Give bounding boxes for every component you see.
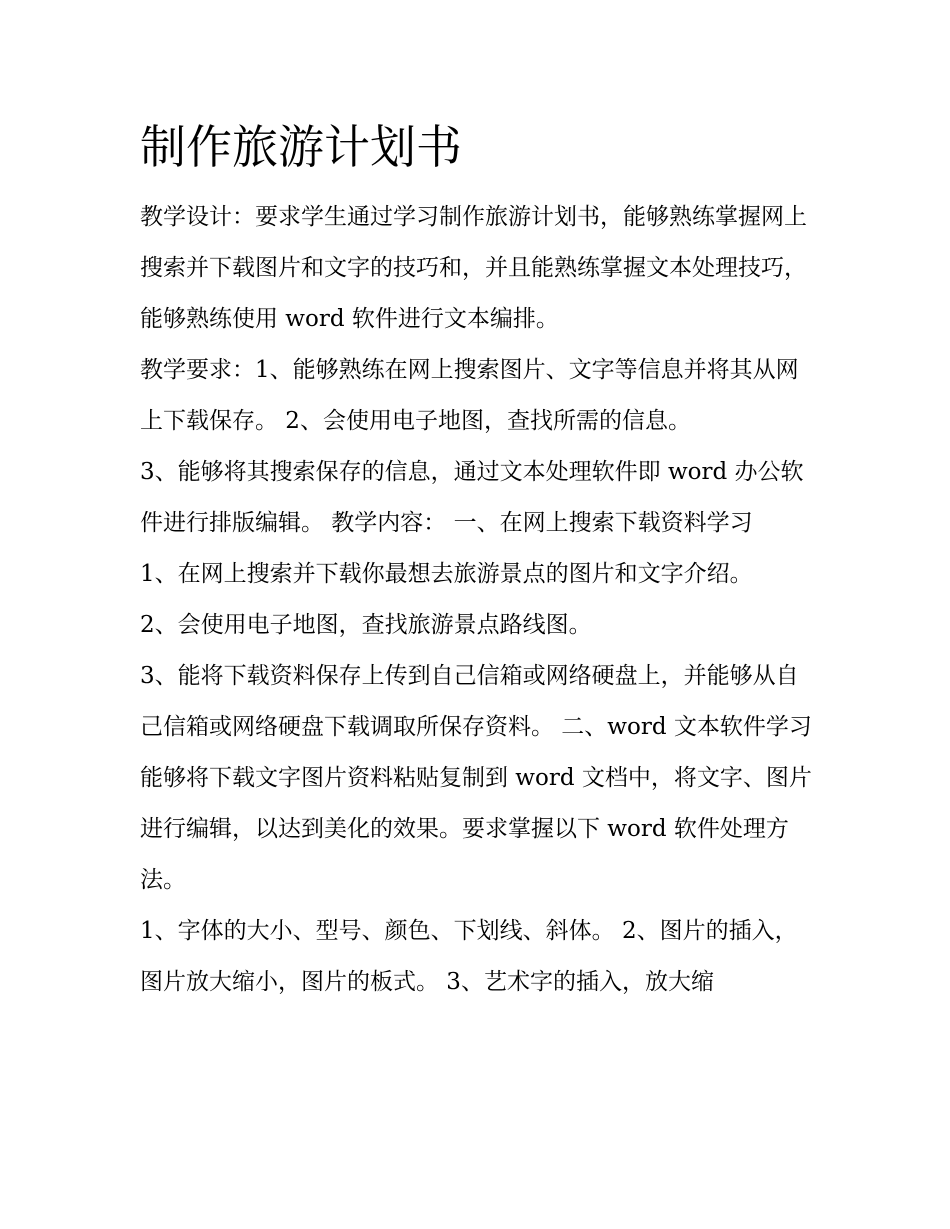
paragraph-item-3: 3、能将下载资料保存上传到自己信箱或网络硬盘上，并能够从自己信箱或网络硬盘下载调取所保存资料。 二、word 文本软件学习 — [140, 663, 812, 740]
paragraph-item-1: 1、在网上搜索并下载你最想去旅游景点的图片和文字介绍。 — [140, 561, 753, 587]
paragraph-teaching-design: 教学设计：要求学生通过学习制作旅游计划书，能够熟练掌握网上搜索并下载图片和文字的技巧和，并且能熟练掌握文本处理技巧，能够熟练使用 word 软件进行文本编排。 — [140, 204, 807, 332]
paragraph-teaching-requirements: 教学要求：1、能够熟练在网上搜索图片、文字等信息并将其从网上下载保存。 2、会使用电子地图，查找所需的信息。 — [140, 357, 799, 434]
document-title: 制作旅游计划书 — [140, 120, 462, 174]
paragraph-item-2: 2、会使用电子地图，查找旅游景点路线图。 — [140, 612, 592, 638]
paragraph-word-skills: 1、字体的大小、型号、颜色、下划线、斜体。 2、图片的插入，图片放大缩小，图片的板式。 3、艺术字的插入，放大缩 — [140, 918, 798, 995]
document-page — [140, 112, 812, 1008]
paragraph-word-editing: 能够将下载文字图片资料粘贴复制到 word 文档中，将文字、图片进行编辑，以达到美化的效果。要求掌握以下 word 软件处理方法。 — [140, 765, 812, 893]
paragraph-requirement-3-and-content: 3、能够将其搜索保存的信息，通过文本处理软件即 word 办公软件进行排版编辑。 教学内容： 一、在网上搜索下载资料学习 — [140, 459, 804, 536]
